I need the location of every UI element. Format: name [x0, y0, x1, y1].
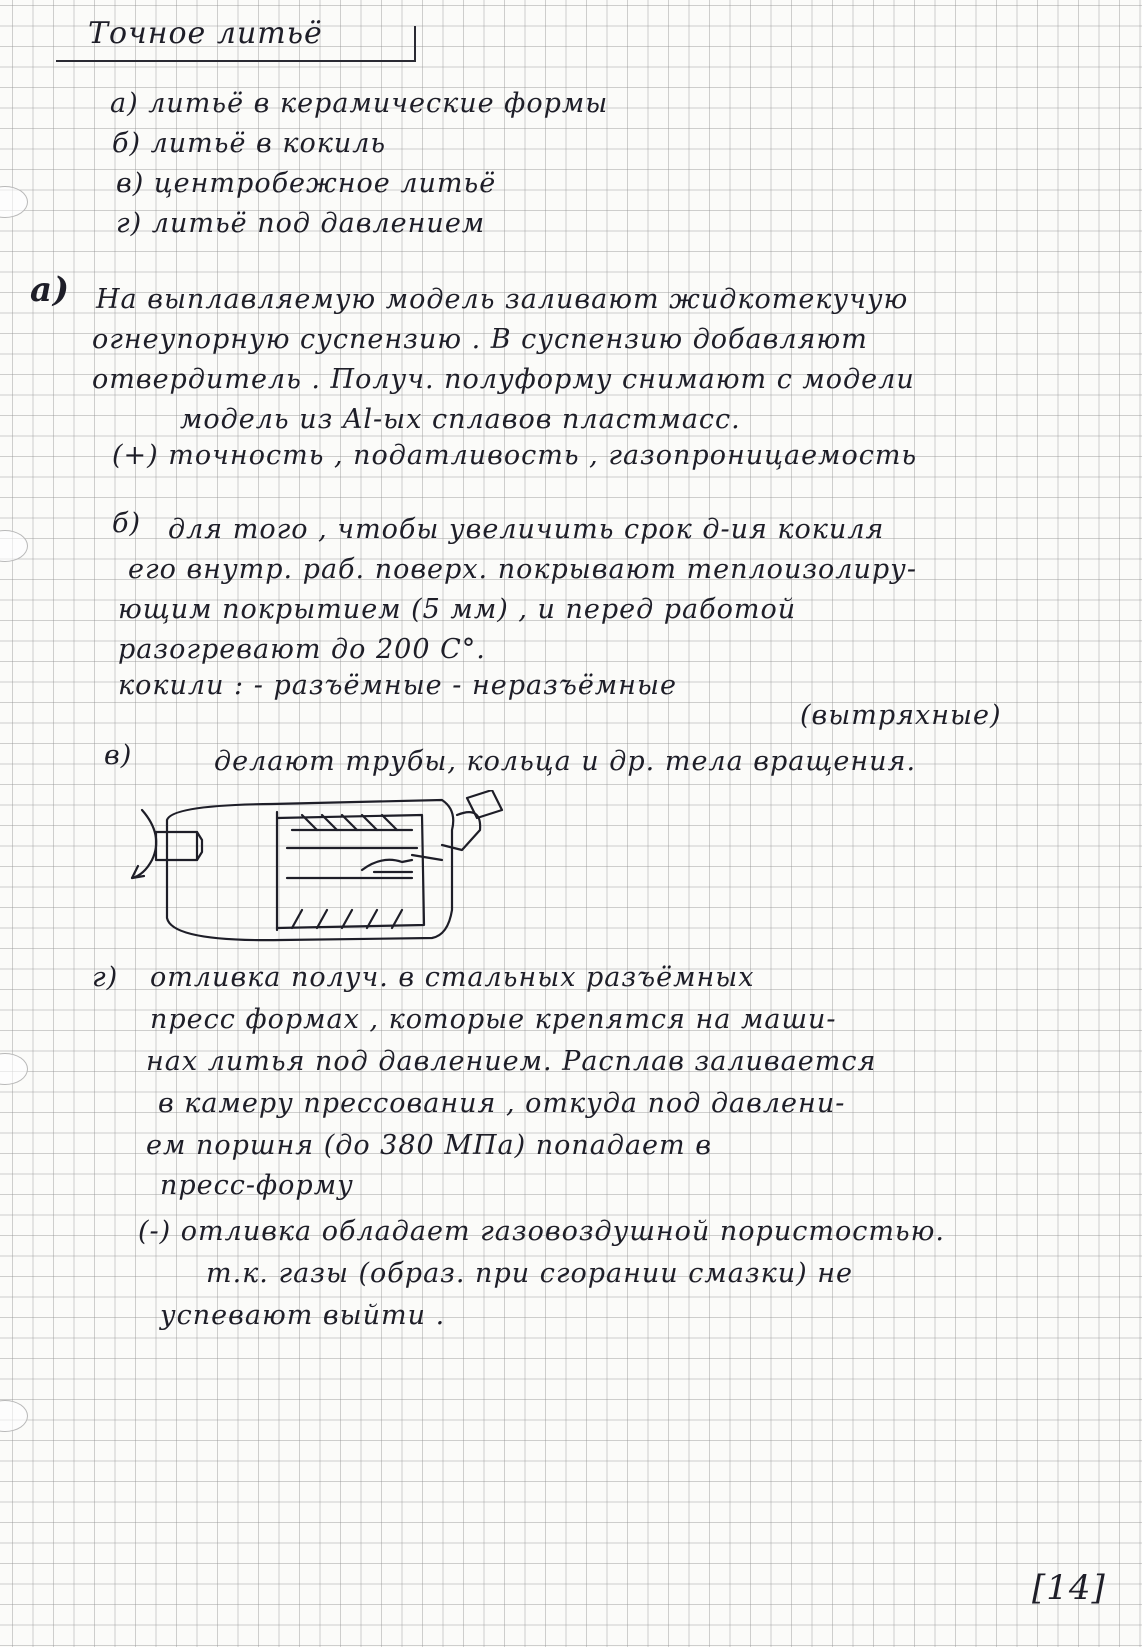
binder-hole [0, 530, 28, 562]
section-b-line: для того , чтобы увеличить срок д-ия кокиля [168, 514, 885, 545]
section-a-line: На выплавляемую модель заливают жидкотекучую [96, 284, 909, 315]
section-a-pros: (+) точность , податливость , газопроницаемость [112, 440, 918, 471]
binder-hole [0, 186, 28, 218]
section-g-cons: успевают выйти . [160, 1300, 446, 1331]
title-underline [56, 60, 416, 62]
centrifugal-casting-sketch [112, 790, 532, 950]
section-g-line: пресс-форму [160, 1170, 354, 1201]
section-b-line: его внутр. раб. поверх. покрывают теплоизолиру- [128, 554, 917, 585]
section-a-marker: а) [30, 270, 71, 310]
page-title: Точное литьё [88, 16, 323, 51]
section-b-line: ющим покрытием (5 мм) , и перед работой [118, 594, 797, 625]
section-g-line: пресс формах , которые крепятся на маши- [150, 1004, 837, 1035]
list-item-g: г) литьё под давлением [116, 208, 486, 239]
section-b-types: кокили : - разъёмные - неразъёмные [118, 670, 677, 701]
binder-hole [0, 1400, 28, 1432]
title-bracket [414, 26, 416, 62]
page-number: [14] [1032, 1568, 1106, 1608]
list-item-v: в) центробежное литьё [116, 168, 497, 199]
list-item-b: б) литьё в кокиль [112, 128, 387, 159]
section-b-marker: б) [112, 508, 142, 539]
section-g-cons: (-) отливка обладает газовоздушной пористостью. [138, 1216, 945, 1247]
section-b-line: разогревают до 200 С°. [118, 634, 486, 665]
section-v-line: делают трубы, кольца и др. тела вращения. [214, 746, 917, 777]
section-b-types-note: (вытряхные) [800, 700, 1002, 731]
list-item-a: а) литьё в керамические формы [110, 88, 609, 119]
section-g-line: нах литья под давлением. Расплав заливается [146, 1046, 877, 1077]
section-a-line: модель из Al-ых сплавов пластмасс. [180, 404, 741, 435]
section-a-line: огнеупорную суспензию . В суспензию добавляют [92, 324, 868, 355]
section-v-marker: в) [104, 740, 133, 771]
binder-hole [0, 1053, 28, 1085]
section-g-line: в камеру прессования , откуда под давлени- [158, 1088, 846, 1119]
section-g-cons: т.к. газы (образ. при сгорании смазки) не [206, 1258, 853, 1289]
section-a-line: отвердитель . Получ. полуформу снимают с модели [92, 364, 915, 395]
section-g-line: отливка получ. в стальных разъёмных [150, 962, 755, 993]
section-g-line: ем поршня (до 380 МПа) попадает в [146, 1130, 712, 1161]
section-g-marker: г) [92, 962, 119, 993]
